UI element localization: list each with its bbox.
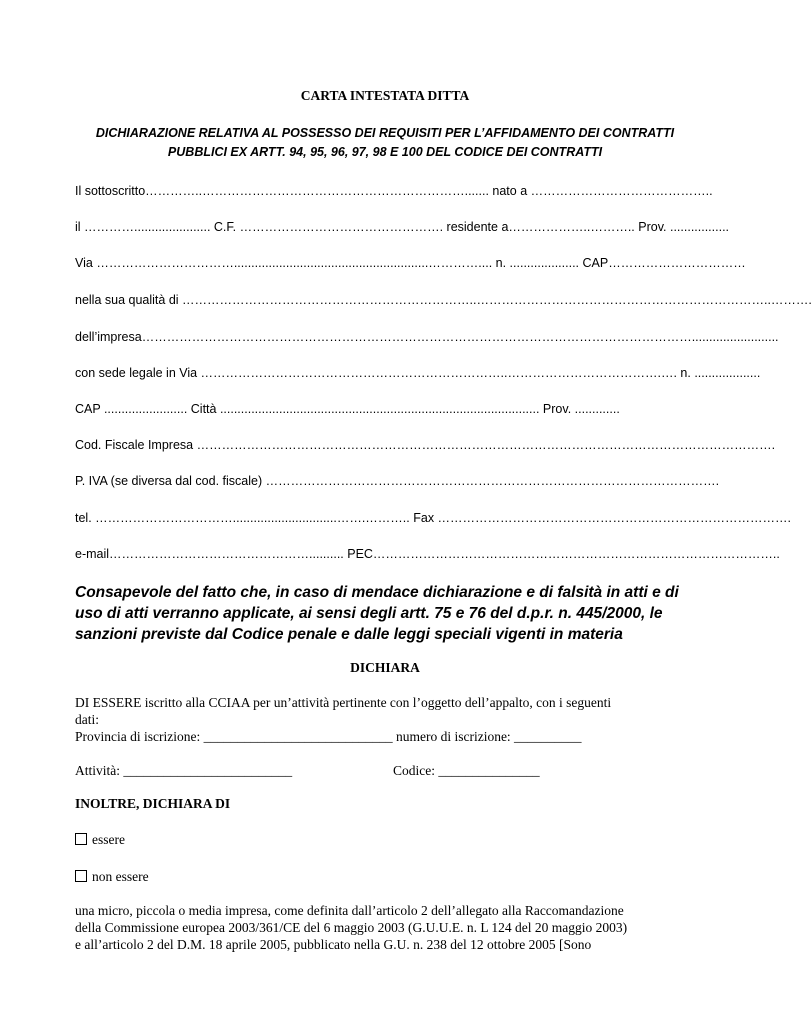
further-declares-heading: INOLTRE, DICHIARA DI <box>75 796 231 811</box>
liability-warning-line1: Consapevole del fatto che, in caso di mendace dichiarazione e di falsità in atti e di <box>75 584 679 601</box>
field-birth-fiscal-residence[interactable]: il …………...................... C.F. …………………………………………. residente a………………..……….. Prov. ................. <box>75 220 730 234</box>
option-is-sme[interactable] <box>75 832 125 848</box>
field-cap-city[interactable]: CAP ........................ Città ............................................................................................ Prov. ............. <box>75 402 620 416</box>
option-is-not-sme-label: non essere <box>92 869 149 884</box>
sme-definition-line1: una micro, piccola o media impresa, come definita dall’articolo 2 dell’allegato alla Raccomandazione <box>75 903 624 918</box>
field-vat-number[interactable]: P. IVA (se diversa dal cod. fiscale) ………………………………………………………………………………………………. <box>75 474 720 488</box>
letterhead-title: CARTA INTESTATA DITTA <box>300 88 470 103</box>
declares-heading: DICHIARA <box>350 660 420 675</box>
option-is-sme-label: essere <box>92 832 125 847</box>
field-phone-fax[interactable]: tel. ……………………………..............................…….……….. Fax …………………………………………………………………………. <box>75 511 792 525</box>
field-registered-office[interactable]: con sede legale in Via ………………………………………………………………..……………………………….…. n. ................... <box>75 366 761 380</box>
checkbox-icon[interactable] <box>75 833 87 845</box>
liability-warning-line2: uso di atti verranno applicate, ai sensi degli artt. 75 e 76 del d.p.r. n. 445/2000, le <box>75 605 663 622</box>
field-undersigned[interactable]: Il sottoscritto…………..………………………………………………………....... nato a …………………………………….. <box>75 184 713 198</box>
declaration-title <box>60 124 710 162</box>
code-field[interactable]: Codice: _______________ <box>393 763 540 778</box>
sme-definition <box>75 902 700 953</box>
field-company[interactable]: dell’impresa……………………………………………………………………………………………………………………......................... <box>75 330 779 344</box>
liability-warning <box>75 582 700 645</box>
field-role[interactable]: nella sua qualità di ……………………………………………………………..……………………………………………………………..………. <box>75 293 812 307</box>
checkbox-icon[interactable] <box>75 870 87 882</box>
activity-field[interactable]: Attività: _________________________ <box>75 763 293 778</box>
declaration-title-line1: DICHIARAZIONE RELATIVA AL POSSESSO DEI REQUISITI PER L’AFFIDAMENTO DEI CONTRATTI <box>95 126 675 140</box>
cciaa-statement-line1: DI ESSERE iscritto alla CCIAA per un’attività pertinente con l’oggetto dell’appalto, con i seguenti <box>75 695 612 710</box>
field-street-address[interactable]: Via ……………………………........................................................………….... n. .................... CAP…………………………… <box>75 256 746 270</box>
registration-province-number-field[interactable]: Provincia di iscrizione: ____________________________ numero di iscrizione: __________ <box>75 729 582 744</box>
option-is-not-sme[interactable] <box>75 869 149 885</box>
declaration-title-line2: PUBBLICI EX ARTT. 94, 95, 96, 97, 98 E 100 DEL CODICE DEI CONTRATTI <box>167 145 603 159</box>
liability-warning-line3: sanzioni previste dal Codice penale e dalle leggi speciali vigenti in materia <box>75 626 623 643</box>
sme-definition-line3: e all’articolo 2 del D.M. 18 aprile 2005, pubblicato nella G.U. n. 238 del 12 ottobre 2005 [Sono <box>75 937 592 952</box>
field-email-pec[interactable]: e-mail………………………………………….......... PEC…………………………………………………………………………………….. <box>75 547 780 561</box>
field-company-tax-code[interactable]: Cod. Fiscale Impresa …………………………………………………………………………………………………………………………. <box>75 438 776 452</box>
cciaa-statement <box>75 694 700 745</box>
cciaa-statement-line2: dati: <box>75 712 99 727</box>
sme-definition-line2: della Commissione europea 2003/361/CE del 6 maggio 2003 (G.U.U.E. n. L 124 del 20 maggio 2003) <box>75 920 628 935</box>
